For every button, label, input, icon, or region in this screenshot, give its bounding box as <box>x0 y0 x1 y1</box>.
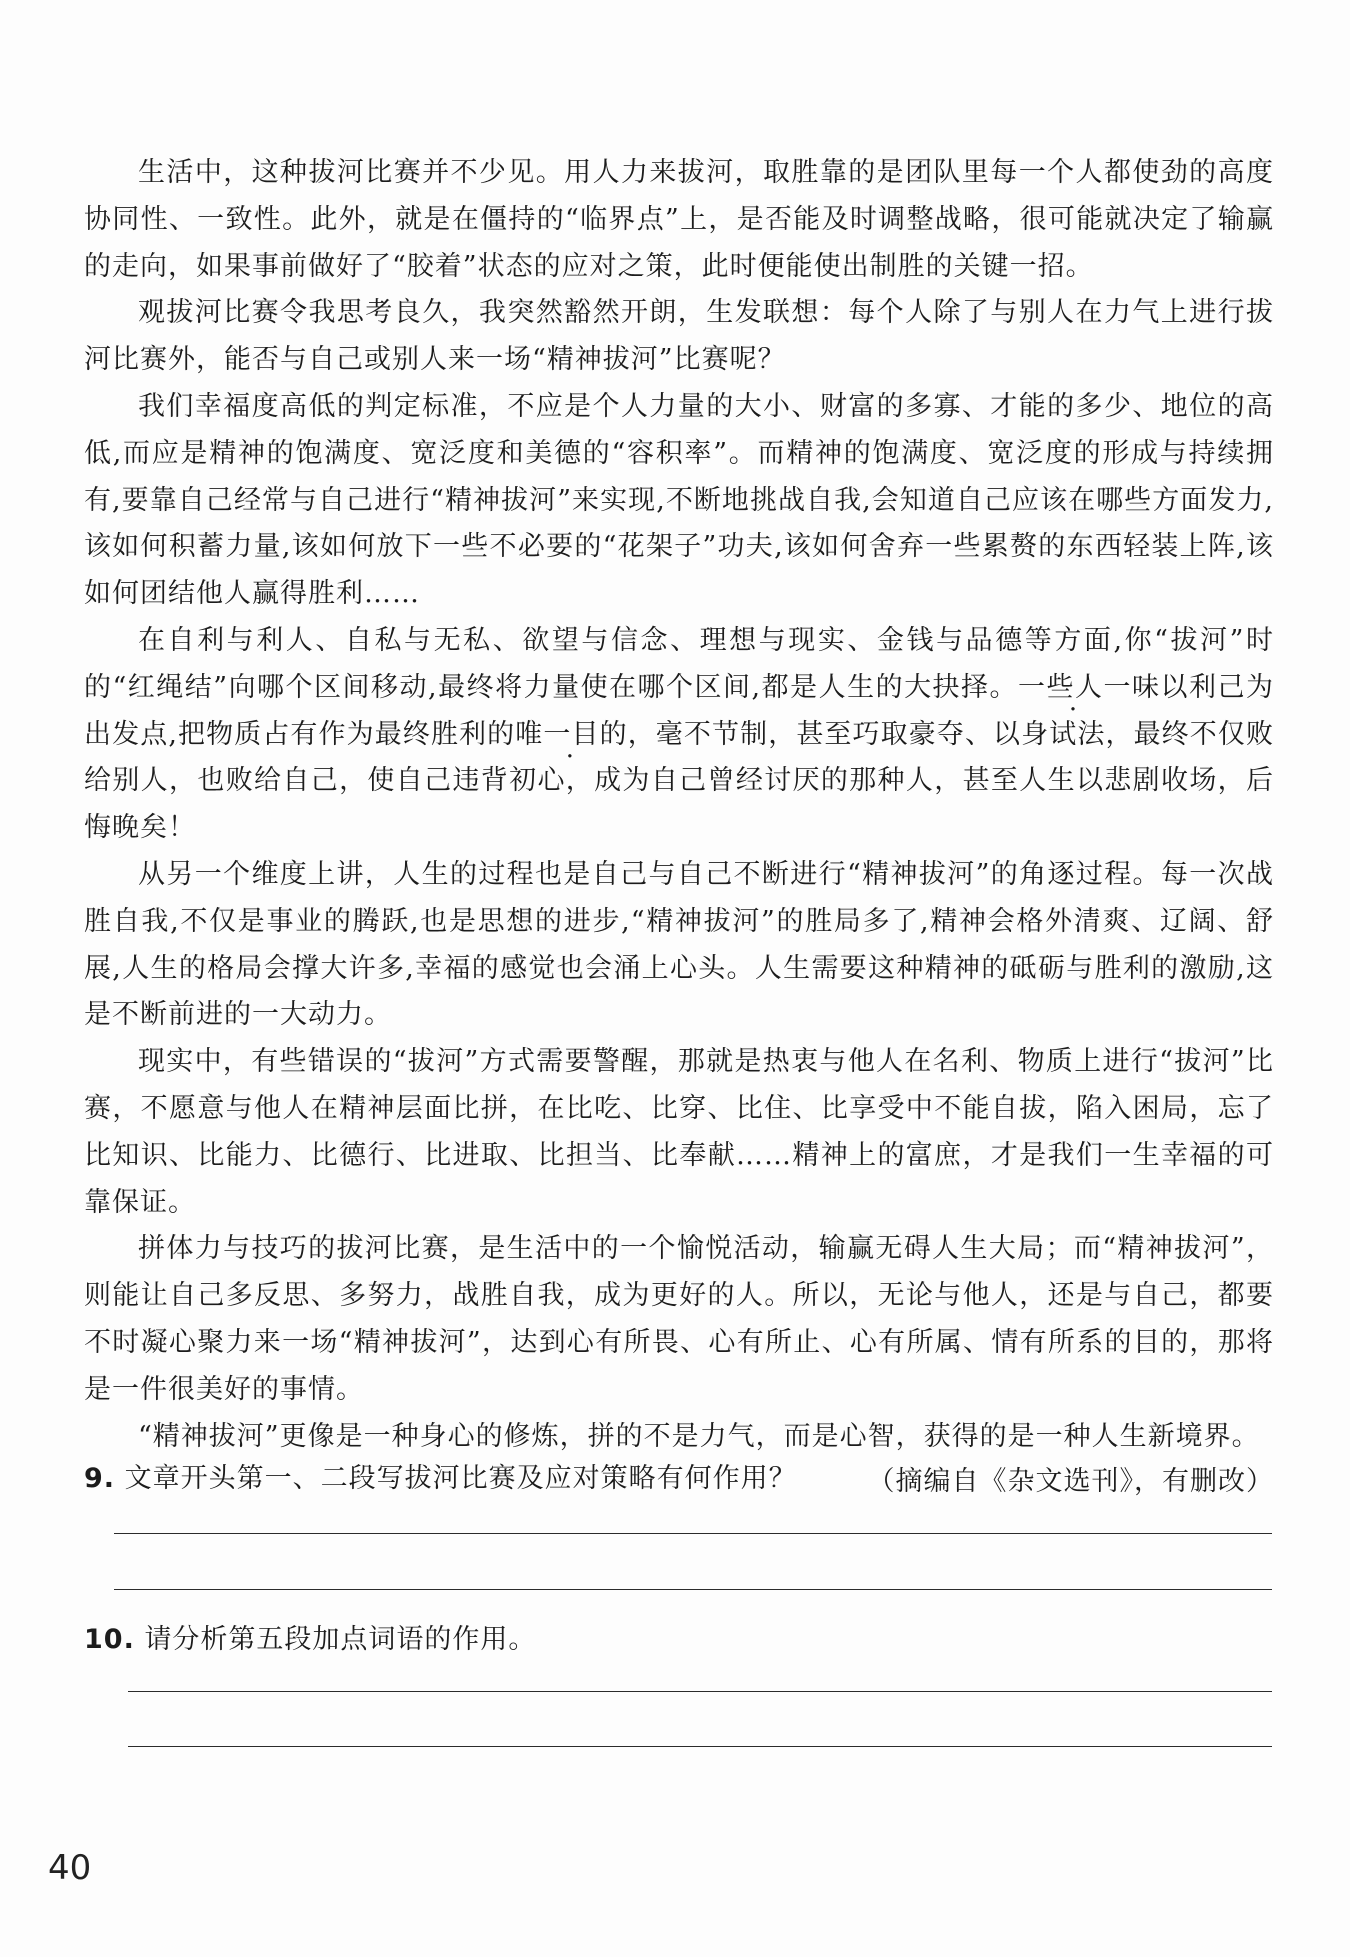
answer-line-10b[interactable] <box>128 1746 1272 1747</box>
question-9-number: 9. <box>84 1463 116 1494</box>
paragraph-4-text-c: 目的，毫不节制，甚至巧取豪夺、以身试法，最终不仅败给别人，也败给自己，使自己违背初心，成为自己曾经讨厌的那种人，甚至人生以悲剧收场，后悔晚矣！ <box>84 718 1275 844</box>
paragraph-1: 生活中，这种拔河比赛并不少见。用人力来拔河，取胜靠的是团队里每一个人都使劲的高度协同性、一致性。此外，就是在僵持的“临界点”上，是否能及时调整战略，很可能就决定了输赢的走向，如果事前做好了“胶着”状态的应对之策，此时便能使出制胜的关键一招。 <box>84 157 1274 282</box>
paragraph-4-text-a: 在自利与利人、自私与无私、欲望与信念、理想与现实、金钱与品德等方面,你“拔河”时的“红绳结”向哪个区间移动,最终将力量使在哪个区间,都是人生的大抉择。 <box>84 624 1274 703</box>
paragraph-8: “精神拔河”更像是一种身心的修炼，拼的不是力气，而是心智，获得的是一种人生新境界。 <box>138 1420 1260 1452</box>
answer-line-9b[interactable] <box>114 1589 1272 1590</box>
page-number: 40 <box>48 1848 92 1888</box>
answer-line-10a[interactable] <box>128 1691 1272 1692</box>
paragraph-5: 从另一个维度上讲，人生的过程也是自己与自己不断进行“精神拔河”的角逐过程。每一次战胜自我,不仅是事业的腾跃,也是思想的进步,“精神拔河”的胜局多了,精神会格外清爽、辽阔、舒展,人生的格局会撑大许多,幸福的感觉也会涌上心头。人生需要这种精神的砥砺与胜利的激励,这是不断前进的一大动力。 <box>84 858 1274 1031</box>
article-body <box>84 150 1274 1504</box>
question-10 <box>84 1617 536 1656</box>
question-9-text: 文章开头第一、二段写拔河比赛及应对策略有何作用？ <box>124 1463 797 1494</box>
answer-line-9a[interactable] <box>114 1533 1272 1534</box>
question-10-text: 请分析第五段加点词语的作用。 <box>144 1624 537 1655</box>
question-9 <box>84 1456 797 1495</box>
paragraph-4 <box>84 618 1274 852</box>
paragraph-4-text-b: 人一味以利己为出发点,把物质占有作为最终胜利的 <box>84 671 1275 750</box>
paragraph-6: 现实中，有些错误的“拔河”方式需要警醒，那就是热衷与他人在名利、物质上进行“拔河”比赛，不愿意与他人在精神层面比拼，在比吃、比穿、比住、比享受中不能自拔，陷入困局，忘了比知识、比能力、比德行、比进取、比担当、比奉献……精神上的富庶，才是我们一生幸福的可靠保证。 <box>84 1046 1274 1218</box>
paragraph-3: 我们幸福度高低的判定标准，不应是个人力量的大小、财富的多寡、才能的多少、地位的高低,而应是精神的饱满度、宽泛度和美德的“容积率”。而精神的饱满度、宽泛度的形成与持续拥有,要靠自己经常与自己进行“精神拔河”来实现,不断地挑战自我,会知道自己应该在哪些方面发力,该如何积蓄力量,该如何放下一些不必要的“花架子”功夫,该如何舍弃一些累赘的东西轻装上阵,该如何团结他人赢得胜利…… <box>84 390 1274 610</box>
source-citation: （摘编自《杂文选刊》，有删改） <box>867 1466 1274 1498</box>
dotted-word-2: 唯一 <box>515 718 572 750</box>
paragraph-2: 观拔河比赛令我思考良久，我突然豁然开朗，生发联想：每个人除了与别人在力气上进行拔河比赛外，能否与自己或别人来一场“精神拔河”比赛呢？ <box>84 297 1274 376</box>
paragraph-7: 拼体力与技巧的拔河比赛，是生活中的一个愉悦活动，输赢无碍人生大局；而“精神拔河”，则能让自己多反思、多努力，战胜自我，成为更好的人。所以，无论与他人，还是与自己，都要不时凝心聚力来一场“精神拔河”，达到心有所畏、心有所止、心有所属、情有所系的目的，那将是一件很美好的事情。 <box>84 1233 1274 1405</box>
dotted-word-1: 一些 <box>1018 671 1076 703</box>
question-10-number: 10. <box>84 1624 135 1655</box>
